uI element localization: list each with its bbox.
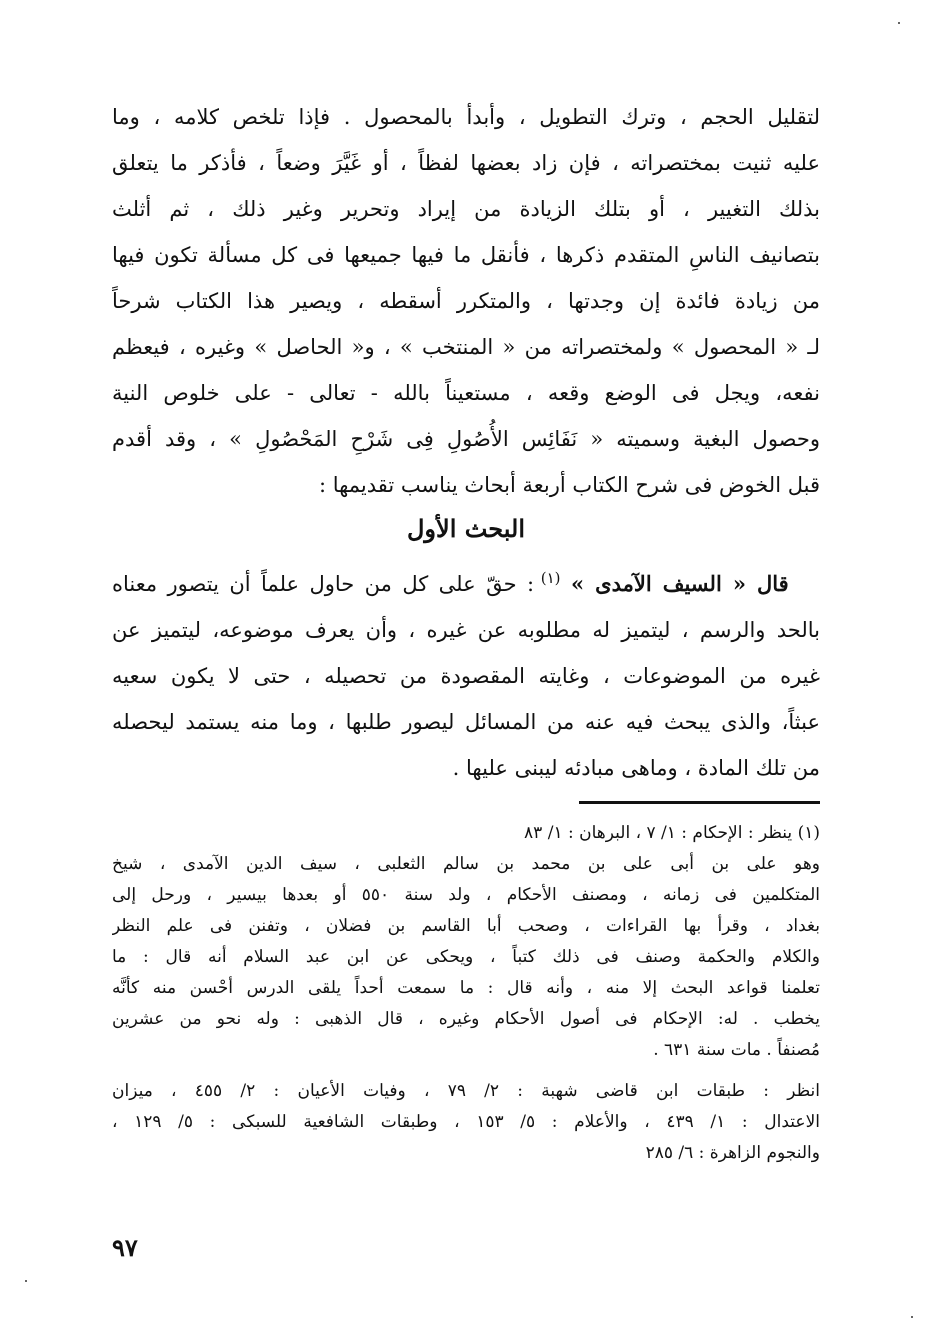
footnote-line: والكلام والحكمة وصنف فى ذلك كتباً ، ويحكى عن ابن عبد السلام أنه قال : ما: [112, 947, 820, 967]
main-paragraph: [112, 94, 820, 508]
text-line: بتصانيف الناسِ المتقدم ذكرها ، فأنقل ما فيها جميعها فى كل مسألة تكون فيها: [112, 243, 820, 267]
text-line: لـ « المحصول » ولمختصراته من « المنتخب » ، و« الحاصل » وغيره ، فيعظم: [112, 335, 820, 359]
scan-speck: [898, 22, 900, 24]
footnote-line: مُصنفاً . مات سنة ٦٣١ .: [653, 1040, 820, 1060]
text-line: لتقليل الحجم ، وترك التطويل ، وأبدأ بالمحصول . فإذا تلخص كلامه ، وما: [112, 105, 820, 129]
footnote-gap: [112, 1066, 820, 1076]
footnote-sources: [112, 1076, 820, 1169]
footnote-biography: [112, 849, 820, 1066]
text-line: من تلك المادة ، وماهى مبادئه ليبنى عليها .: [452, 756, 820, 780]
footnote-line: وهو على بن أبى على بن محمد بن سالم الثعلبى ، سيف الدين الآمدى ، شيخ: [112, 854, 820, 874]
text-line: عبثاً، والذى يبحث فيه عنه من المسائل ليصور طلبها ، وما منه يستمد ليحصله: [112, 710, 820, 734]
footnote-reference[interactable]: (١): [540, 569, 561, 587]
footnote-line: يخطب . له: الإحكام فى أصول الأحكام وغيره ، قال الذهبى : وله نحو من عشرين: [112, 1009, 820, 1029]
quote-lead: قال « السيف الآمدى »: [570, 571, 789, 596]
scan-speck: [25, 1280, 27, 1282]
footnote-separator: [579, 801, 820, 804]
text-line: نفعه، ويجل فى الوضع وقعه ، مستعيناً بالله - تعالى - على خلوص النية: [112, 381, 820, 405]
footnote-line: الاعتدال : ١/ ٤٣٩ ، والأعلام : ٥/ ١٥٣ ، وطبقات الشافعية للسبكى : ٥/ ١٢٩ ،: [112, 1112, 820, 1132]
page-number: ٩٧: [112, 1233, 138, 1262]
quote-text: : حقّ على كل من حاول علماً أن يتصور معناه: [112, 572, 541, 596]
text-line: عليه ثنيت بمختصراته ، فإن زاد بعضها لفظاً ، أو غَيَّرَ وضعاً ، فأذكر ما يتعلق: [112, 151, 820, 175]
scan-speck: [911, 1316, 913, 1318]
footnote-line: والنجوم الزاهرة : ٦/ ٢٨٥: [645, 1143, 820, 1163]
footnote-line: تعلمنا قواعد البحث إلا منه ، وأنه قال : ما سمعت أحداً يلقى الدرس أحْسن منه كأنَّه: [112, 978, 820, 998]
text-line: بذلك التغيير ، أو بتلك الزيادة من إيراد وتحرير وغير ذلك ، ثم أثلث: [112, 197, 820, 221]
section-heading: البحث الأول: [406, 514, 526, 543]
footnote-line: بغداد ، وقرأ بها القراءات ، وصحب أبا القاسم بن فضلان ، وتفنن فى علم النظر: [112, 916, 820, 936]
text-line: بالحد والرسم ، ليتميز له مطلوبه عن غيره ، وأن يعرف موضوعه، ليتميز عن: [112, 618, 820, 642]
section-paragraph: [112, 561, 820, 791]
text-line: وحصول البغية وسميته « نَفَائِس الأُصُولِ فِى شَرْحِ المَحْصُولِ » ، وقد أقدم: [112, 427, 820, 451]
text-line: غيره من الموضوعات ، وغايته المقصودة من تحصيله ، حتى لا يكون سعيه: [112, 664, 820, 688]
footnote-1: [112, 818, 820, 849]
footnote-line: (١) ينظر : الإحكام : ١/ ٧ ، البرهان : ١/ ٨٣: [524, 823, 820, 843]
text-line: من زيادة فائدة إن وجدتها ، والمتكرر أسقطه ، ويصير هذا الكتاب شرحاً: [112, 289, 820, 313]
text-line: قبل الخوض فى شرح الكتاب أربعة أبحاث يناسب تقديمها :: [318, 473, 820, 497]
text-line: [112, 561, 820, 607]
footnotes: [112, 818, 820, 1169]
footnote-line: المتكلمين فى زمانه ، ومصنف الأحكام ، ولد سنة ٥٥٠ أو بعدها بيسير ، ورحل إلى: [112, 885, 820, 905]
footnote-line: انظر : طبقات ابن قاضى شهبة : ٢/ ٧٩ ، وفيات الأعيان : ٢/ ٤٥٥ ، ميزان: [112, 1081, 820, 1101]
